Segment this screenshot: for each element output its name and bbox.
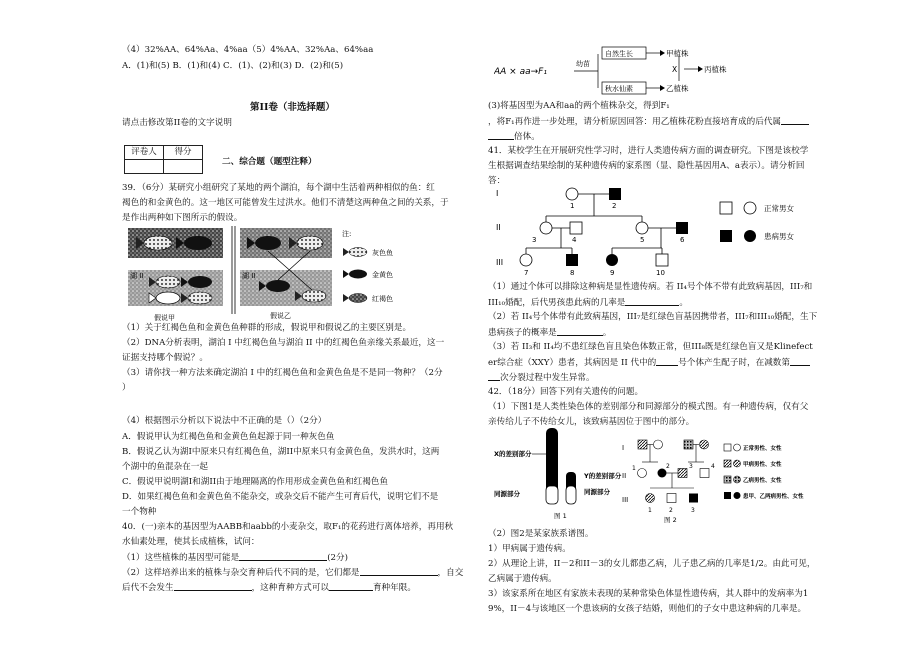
legend-icon xyxy=(734,476,741,483)
q42-line3: 亲传给儿子不传给女儿，该致病基因位于图中的部分。 xyxy=(488,417,695,427)
q41-sub3b-text: er综合症（XXY）患者，其病因是 II 代中的 xyxy=(488,358,657,368)
generation-label: I xyxy=(496,189,499,198)
pedigree-number: 1 xyxy=(648,507,652,514)
q39-line3: 是作出两种如下图所示的假设。 xyxy=(122,213,243,223)
lake2-label-a: 湖 II xyxy=(130,272,144,280)
score-cell-score[interactable] xyxy=(164,160,203,174)
male-normal xyxy=(656,254,668,266)
q41-line2: 生根据调查结果绘制的某种遗传病的家系图（显、隐性基因用A、a表示）。请分析回 xyxy=(488,161,805,171)
score-header-grader: 评卷人 xyxy=(125,146,164,160)
male-affected xyxy=(676,222,688,234)
legend-female-normal-icon xyxy=(744,202,756,214)
gold-fish-legend-icon xyxy=(343,270,367,279)
pedigree-number: 3 xyxy=(689,463,693,470)
pedigree-female xyxy=(646,494,655,503)
q39-sub3: （3）请你找一种方法来确定湖泊 I 中的红褐色鱼和金黄色鱼是不是同一物种？（2分 xyxy=(122,368,443,378)
q40-sub3a: (3)将基因型为AA和aa的两个植株杂交，得到F₁ xyxy=(488,101,670,111)
legend-icon xyxy=(734,492,741,499)
pedigree-number: 2 xyxy=(666,463,670,470)
q40-sub3-mid: ，这种育种方式可以 xyxy=(251,583,329,593)
female-affected xyxy=(606,254,618,266)
q41-sub3a: （3）若 II₃和 II₄均不患红绿色盲且染色体数正常，但III₈既是红绿色盲又是Klinefect xyxy=(488,342,813,352)
pedigree-male xyxy=(667,494,676,503)
option-line-4-5: （4）32%AA、64%Aa、4%aa（5）4%AA、32%Aa、64%aa xyxy=(122,45,374,55)
individual-number: 5 xyxy=(640,236,645,244)
q40-sub2-text: （2）这样培养出来的植株与杂交育种后代不同的是，它们都是 xyxy=(122,568,360,578)
q42-line1: 42．（18分）回答下列有关遗传的问题。 xyxy=(488,387,644,397)
female-normal xyxy=(566,188,578,200)
male-affected xyxy=(566,254,578,266)
x-diff-label: X的差别部分 xyxy=(494,450,532,458)
answer-blank[interactable] xyxy=(360,566,438,576)
hypothesis-b-label: 假说乙 xyxy=(270,312,291,320)
answer-blank[interactable] xyxy=(781,115,809,125)
pedigree-number: 4 xyxy=(711,463,715,470)
redbrown-fish-legend-icon xyxy=(343,294,367,303)
individual-number: 8 xyxy=(570,269,575,277)
q40-sub2 xyxy=(122,566,463,580)
q42-sub2-1: 1）甲病属于遗传病。 xyxy=(488,544,571,554)
cross-x-label: X xyxy=(672,65,678,74)
q41-sub1b-text: III₁₀婚配，后代男孩患此病的几率是 xyxy=(488,298,626,308)
legend-disease-b: 乙病男性、女性 xyxy=(743,478,782,484)
fish-figure-svg xyxy=(128,226,428,322)
legend-icon xyxy=(734,460,741,467)
pedigree-number: 3 xyxy=(691,507,695,514)
q40-line1: 40．(一)亲本的基因型为AABB和aabb的小麦杂交，取F₁的花药进行离体培养，再用秋 xyxy=(122,522,454,532)
answer-blank[interactable] xyxy=(557,326,603,336)
q39-option-d2: 一个物种 xyxy=(122,507,157,517)
score-cell-grader[interactable] xyxy=(125,160,164,174)
y-homolog-region xyxy=(566,486,576,504)
score-table xyxy=(124,145,203,174)
pedigree-number: 2 xyxy=(669,507,673,514)
colchicine-label: 秋水仙素 xyxy=(605,85,633,93)
pedigree-male xyxy=(678,469,687,478)
female-normal xyxy=(540,222,552,234)
individual-number: 2 xyxy=(612,202,617,210)
q40-sub3b xyxy=(488,115,809,129)
legend-icon xyxy=(734,444,741,451)
fig2-caption: 图 2 xyxy=(664,516,677,524)
individual-number: 9 xyxy=(610,269,615,277)
legend-gray: 灰色鱼 xyxy=(372,249,393,257)
individual-number: 7 xyxy=(524,269,529,277)
score-header-score: 得分 xyxy=(164,146,203,160)
individual-number: 6 xyxy=(680,236,685,244)
q39-option-c: C．假说甲说明湖I和湖II由于地理隔离的作用形成金黄色鱼和红褐色鱼 xyxy=(122,477,388,487)
q41-sub3b xyxy=(488,356,810,370)
legend-female-affected-icon xyxy=(744,230,756,242)
individual-number: 1 xyxy=(570,202,575,210)
answer-blank[interactable] xyxy=(656,356,678,366)
q40-sub3c xyxy=(488,130,540,144)
generation-label: II xyxy=(622,472,627,480)
breeding-diagram xyxy=(494,42,794,98)
q41-sub3c-text: 号个体产生配子时，在减数第 xyxy=(678,358,790,368)
q41-sub3d-text: 次分裂过程中发生异常。 xyxy=(500,373,595,383)
q41-sub1b: III₁₀婚配，后代男孩患此病的几率是 。 xyxy=(488,298,688,308)
male-affected xyxy=(609,188,621,200)
q42-sub2-2a: 2）从理论上讲，II－2和II－3的女儿都患乙病，儿子患乙病的几率是1/2。由此可见， xyxy=(488,559,816,569)
legend-icon xyxy=(724,492,731,499)
sex-chromosome-figure xyxy=(492,426,814,526)
answer-blank[interactable] xyxy=(625,296,679,306)
q42-sub2-3a: 3）该家系所在地区有家族未表现的某种常染色体显性遗传病，其人群中的发病率为1 xyxy=(488,589,809,599)
answer-blank[interactable] xyxy=(488,130,514,140)
answer-blank[interactable] xyxy=(329,581,373,591)
q42-sub2-3b: 9%，II－4与该地区一个患该病的女孩子结婚，则他们的子女中患这种病的几率是。 xyxy=(488,604,807,614)
pedigree-svg xyxy=(492,186,812,278)
q41-sub1a: （1）通过个体可以排除这种病是显性遗传病。若 II₄号个体不带有此致病基因，III₇和 xyxy=(488,282,813,292)
legend-both: 患甲、乙两病男性、女性 xyxy=(743,494,804,500)
chromosome-svg xyxy=(492,426,814,526)
homolog-label-right: 同源部分 xyxy=(584,488,610,496)
answer-blank[interactable] xyxy=(174,581,252,591)
legend-note: 注: xyxy=(342,230,352,238)
pedigree-male xyxy=(684,440,693,449)
gray-fish-legend-icon xyxy=(343,248,367,257)
answer-blank[interactable] xyxy=(239,551,327,561)
female-normal xyxy=(520,254,532,266)
part-title: 二、综合题（题型注释） xyxy=(222,157,317,167)
female-normal xyxy=(636,222,648,234)
plant-c-label: 丙植株 xyxy=(704,65,727,74)
q41-line3: 答： xyxy=(488,176,506,186)
pedigree-number: 1 xyxy=(632,465,636,472)
fish-hypothesis-figure xyxy=(128,226,428,322)
q40-sub3c-text: 倍体。 xyxy=(514,132,540,142)
q40-sub1-text: （1）这些植株的基因型可能是 xyxy=(122,553,240,563)
q40-sub3 xyxy=(122,581,416,595)
q40-line2: 水仙素处理，使其长成植株，试问： xyxy=(122,537,260,547)
q39-sub3b: ） xyxy=(122,383,131,393)
legend-male-normal-icon xyxy=(720,202,732,214)
q39-sub2a: （2）DNA分析表明，湖泊 I 中红褐色鱼与湖泊 II 中的红褐色鱼亲缘关系最近，这一 xyxy=(122,338,445,348)
q40-sub3-text: 后代不会发生 xyxy=(122,583,174,593)
legend-gold: 金黄色 xyxy=(372,271,393,279)
q39-line1: 39．（6分）某研究小组研究了某地的两个湖泊，每个湖中生活着两种相似的鱼：红 xyxy=(122,183,435,193)
q42-line2: （1）下图1是人类性染色体的差别部分和同源部分的模式图。有一种遗传病，仅有父 xyxy=(488,402,809,412)
pedigree-figure xyxy=(492,186,812,278)
plant-b-label: 乙植株 xyxy=(666,84,689,93)
section-hint[interactable]: 请点击修改第II卷的文字说明 xyxy=(122,118,232,128)
homolog-label-left: 同源部分 xyxy=(494,490,520,498)
q41-sub2b-text: 患病孩子的概率是 xyxy=(488,328,557,338)
fig1-caption: 图 1 xyxy=(554,512,567,520)
legend-male-affected-icon xyxy=(720,230,732,242)
arrow-head xyxy=(660,85,665,91)
q39-option-b1: B．假说乙认为湖I中原来只有红褐色鱼，湖II中原来只有金黄色鱼，发洪水时，这两 xyxy=(122,447,440,457)
x-homolog-region xyxy=(546,486,558,504)
pedigree-female xyxy=(638,469,647,478)
generation-label: I xyxy=(622,444,625,452)
generation-label: III xyxy=(622,496,629,504)
lake2-label-b: 湖 II xyxy=(242,272,256,280)
hypothesis-a-label: 假说甲 xyxy=(154,314,175,322)
section-title: 第II卷（非选择题） xyxy=(250,102,335,113)
answer-blank[interactable] xyxy=(790,356,810,366)
pedigree-female xyxy=(654,440,663,449)
q40-sub1-score: (2分) xyxy=(327,553,348,563)
q40-sub3b-text: ，将F₁再作进一步处理，请分析原因回答：用乙植株花粉直接培育成的后代属 xyxy=(488,117,782,127)
q40-sub1 xyxy=(122,551,348,565)
individual-number: 10 xyxy=(656,269,665,277)
legend-affected-label: 患病男女 xyxy=(764,232,794,241)
q39-sub2b: 证据支持哪个假说？。 xyxy=(122,353,208,363)
answer-blank[interactable] xyxy=(488,371,500,381)
individual-number: 4 xyxy=(572,236,577,244)
generation-label: III xyxy=(496,258,504,267)
pedigree-male xyxy=(700,469,709,478)
generation-label: II xyxy=(496,223,501,232)
seedling-label: 幼苗 xyxy=(576,60,590,68)
natural-growth-label: 自然生长 xyxy=(605,50,633,58)
answer-choices: A．(1)和(5) B．(1)和(4) C．(1)、(2)和(3) D．(2)和(5) xyxy=(122,61,344,71)
q39-line2: 褐色的和金黄色的。这一地区可能曾发生过洪水。他们不清楚这两种鱼之间的关系，于 xyxy=(122,198,449,208)
q39-sub4: （4）根据图示分析以下说法中不正确的是（）（2分） xyxy=(122,416,327,426)
arrow-head xyxy=(660,50,665,56)
plant-a-label: 甲植株 xyxy=(666,49,689,58)
q41-line1: 41．某校学生在开展研究性学习时，进行人类遗传病方面的调查研究。下图是该校学 xyxy=(488,146,809,156)
q40-sub2-tail: ，自交 xyxy=(437,568,464,578)
male-normal xyxy=(570,222,582,234)
q40-sub3-tail: 育种年限。 xyxy=(372,583,416,593)
arrow-head xyxy=(698,66,703,72)
q42-sub2-2b: 乙病属于遗传病。 xyxy=(488,574,557,584)
breeding-svg xyxy=(494,42,794,98)
legend-icon xyxy=(724,460,731,467)
legend-disease-a: 甲病男性、女性 xyxy=(743,462,782,468)
q42-sub2: （2）图2是某家族系谱图。 xyxy=(488,529,594,539)
legend-icon xyxy=(724,476,731,483)
y-diff-label: Y的差别部分 xyxy=(584,472,622,480)
pedigree-male xyxy=(638,440,647,449)
q39-option-b2: 个湖中的鱼混杂在一起 xyxy=(122,462,208,472)
cross-formula: AA × aa→F₁ xyxy=(494,67,547,77)
q39-sub1: （1）关于红褐色鱼和金黄色鱼种群的形成，假说甲和假说乙的主要区别是。 xyxy=(122,323,412,333)
q41-sub3d xyxy=(488,371,595,385)
q41-sub2b: 患病孩子的概率是 。 xyxy=(488,328,612,338)
pedigree-female xyxy=(700,440,709,449)
legend-normal: 正常男性、女性 xyxy=(743,446,782,452)
legend-normal-label: 正常男女 xyxy=(764,204,794,213)
legend-redbrown: 红褐色 xyxy=(372,295,393,303)
q41-sub2a: （2）若 II₄号个体带有此致病基因，III₇是红绿色盲基因携带者，III₇和III₁₀婚配，生下 xyxy=(488,312,818,322)
pedigree-male xyxy=(689,494,698,503)
legend-icon xyxy=(724,444,731,451)
individual-number: 3 xyxy=(532,236,537,244)
q39-option-a: A．假说甲认为红褐色鱼和金黄色鱼起源于同一种灰色鱼 xyxy=(122,432,335,442)
q39-option-d1: D．如果红褐色鱼和金黄色鱼不能杂交，或杂交后不能产生可育后代，说明它们不是 xyxy=(122,492,439,502)
